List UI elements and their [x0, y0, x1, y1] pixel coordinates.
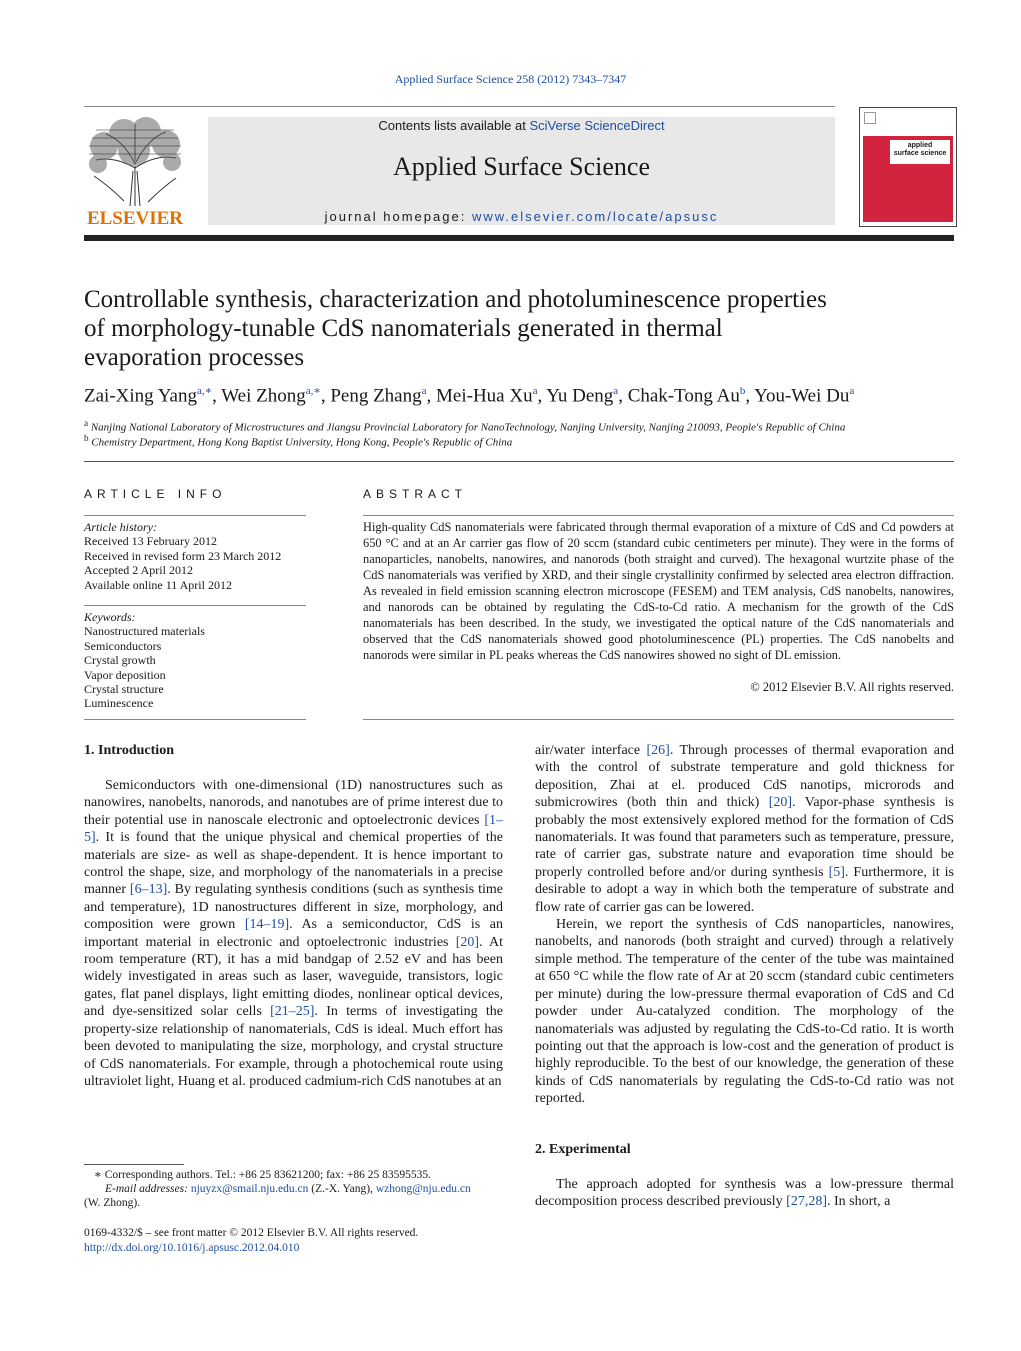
abstract-rule: [363, 515, 954, 516]
citation-link[interactable]: [26]: [646, 743, 670, 758]
abstract-rule: [363, 719, 954, 720]
text-run: The approach adopted for synthesis was a low-pressure thermal decomposition process described previously: [535, 1177, 954, 1210]
keyword: Luminescence: [84, 696, 154, 711]
author-sep: ,: [537, 385, 547, 407]
citation-link[interactable]: [14–19]: [244, 917, 290, 933]
author-2[interactable]: Wei Zhong: [221, 385, 306, 407]
text-run: . In short, a: [827, 1194, 891, 1210]
text-run: . In terms of investigating the property-size relationship of nanomaterials, CdS is ideal. Much effort has been devoted to manipulating the size, morphology, and crystal structure of CdS nanomaterials. For example, through a photochemical route using ultraviolet light, Huang et al. produced cadmium-rich CdS nanotubes at an: [84, 1004, 503, 1089]
citation-link[interactable]: [6–13]: [129, 882, 168, 898]
journal-homepage: [208, 209, 835, 224]
keyword: Crystal structure: [84, 682, 164, 697]
text-run: . As a semiconductor, CdS is an important material in electronic and optoelectronic industries: [84, 917, 503, 950]
article-history: [84, 520, 306, 592]
history-received: Received 13 February 2012: [84, 534, 217, 549]
title-line-1: Controllable synthesis, characterization and photoluminescence properties: [84, 286, 827, 313]
cover-title-line1: applied: [907, 142, 933, 149]
author-sep: ,: [745, 385, 755, 407]
affiliation-b-text: Chemistry Department, Hong Kong Baptist University, Hong Kong, People's Republic of China: [91, 436, 513, 449]
info-rule: [84, 515, 306, 516]
text-run: . Through processes of thermal evaporation and with the control of substrate temperature and gold thickness for deposition, Zhai at el. produced CdS nanotips, microrods and submicrowires (both thin and thick): [535, 743, 954, 811]
info-rule: [84, 605, 306, 606]
email-link[interactable]: wzhong@nju.edu.cn: [375, 1183, 471, 1195]
email-label: E-mail addresses:: [105, 1183, 191, 1195]
text-run: . Vapor-phase synthesis is probably the most extensively explored method for the formation of CdS nanomaterials. It was found that parameters such as temperature, pressure, rate of carrier gas, substrate nature and evaporation time should be properly controlled before and/or during synthesis: [535, 795, 954, 880]
header-thick-rule: [84, 235, 954, 241]
author-5[interactable]: Yu Deng: [546, 385, 614, 407]
author-6-affil[interactable]: b: [739, 385, 746, 397]
affiliation-b: [84, 433, 512, 449]
keyword: Vapor deposition: [84, 667, 166, 682]
title-line-2: of morphology-tunable CdS nanomaterials generated in thermal: [84, 315, 723, 342]
author-list: [84, 384, 984, 407]
email-owner-2: (W. Zhong).: [84, 1197, 141, 1209]
citation-link[interactable]: [20]: [455, 934, 480, 950]
title-line-3: evaporation processes: [84, 344, 305, 371]
email-addresses: [84, 1182, 525, 1196]
affiliation-a-marker: a: [84, 418, 89, 428]
author-7[interactable]: You-Wei Du: [754, 385, 850, 407]
issn-line: 0169-4332/$ – see front matter © 2012 Elsevier B.V. All rights reserved.: [84, 1227, 419, 1239]
author-1[interactable]: Zai-Xing Yang: [84, 385, 197, 407]
article-info-label: ARTICLE INFO: [84, 487, 227, 501]
author-1-affil[interactable]: a,∗: [196, 385, 213, 397]
abstract-text: High-quality CdS nanomaterials were fabricated through thermal evaporation of a mixture of CdS and Cd powders at 650 °C and at an Ar carrier gas flow of 20 sccm (standard cubic centimeters per minute). They were in the forms of nanoparticles, nanobelts, nanowires, and nanorods (both straight and curved). The hexagonal wurtzite phase of the CdS nanomaterials was verified by XRD, and their single crystallinity confirmed by selected area electron diffraction. As revealed in field emission scanning electron microscope (FESEM) and TEM analysis, CdS nanobelts, nanowires, and nanorods can be obtained by regulating the CdS-to-Cd ratio. A mechanism for the growth of the CdS nanomaterials has been described. In the study, we investigated the optical nature of the CdS nanomaterials and observed that the CdS nanomaterials showed good photoluminescence (PL) properties. The CdS nanobelts and nanorods were similar in PL peaks whereas the CdS nanowires showed no sight of DL emission.: [363, 520, 954, 662]
history-label: Article history:: [84, 520, 157, 534]
author-sep: ,: [618, 385, 628, 407]
cover-logo-icon: [864, 112, 876, 124]
corresponding-author-note: ∗ Corresponding authors. Tel.: +86 25 83621200; fax: +86 25 83595535.: [94, 1169, 431, 1181]
journal-name: Applied Surface Science: [392, 152, 650, 181]
text-run: . At room temperature (RT), it has a mid bandgap of 2.52 eV and has been widely investigated in areas such as laser, waveguide, transistors, logic gates, flat panel displays, light emitting diodes, nonlinear optical devices, and dye-sensitized solar cells: [84, 934, 504, 1020]
doi-link[interactable]: http://dx.doi.org/10.1016/j.apsusc.2012.04.010: [84, 1242, 300, 1254]
cover-title: [890, 140, 950, 164]
elsevier-wordmark: ELSEVIER: [86, 208, 184, 229]
right-column-paragraphs: [535, 742, 954, 1108]
author-5-affil[interactable]: a: [613, 385, 619, 397]
journal-citation[interactable]: Applied Surface Science 258 (2012) 7343–7347: [394, 72, 627, 86]
section-heading-introduction: 1. Introduction: [84, 743, 174, 758]
keyword: Crystal growth: [84, 653, 156, 668]
text-run: . Furthermore, it is desirable to adopt a way in which both the temperature of substrate and flow rate of carrier gas can be lowered.: [535, 864, 954, 915]
citation-link[interactable]: [21–25]: [270, 1004, 315, 1020]
keywords: [84, 610, 306, 711]
contents-prefix: Contents lists available at: [378, 118, 530, 133]
journal-cover-thumbnail[interactable]: [859, 107, 957, 227]
history-online: Available online 11 April 2012: [84, 577, 232, 592]
affiliation-rule: [84, 461, 954, 462]
author-sep: ,: [320, 385, 331, 407]
text-run: . It is found that the unique physical and chemical properties of the materials are size- as well as shape-dependent. It is hence important to control the shape, size, and morphology of the nanomaterials in a precise manner: [84, 830, 503, 898]
experimental-paragraph: [535, 1176, 954, 1211]
introduction-paragraph: [84, 777, 503, 1090]
homepage-link[interactable]: www.elsevier.com/locate/apsusc: [471, 209, 719, 224]
author-4[interactable]: Mei-Hua Xu: [436, 385, 533, 407]
text-run: . By regulating synthesis conditions (such as synthesis time and temperature), 1D nanostructures different in size, morphology, and composition were grown: [84, 882, 503, 933]
section-heading-experimental: 2. Experimental: [535, 1142, 631, 1157]
keyword: Nanostructured materials: [84, 624, 205, 639]
paragraph-herein: Herein, we report the synthesis of CdS nanoparticles, nanowires, nanobelts, and nanorods (both straight and curved) through a relatively simple method. The temperature of the center of the tube was maintained at 650 °C while the flow rate of Ar at 20 sccm (standard cubic centimeters per minute) during the low-pressure thermal evaporation of CdS and Cd powder under Au-catalyzed condition. The morphology of the nanomaterials was adjusted by regulating the CdS-to-Cd ratio. It is worth pointing out that the approach is low-cost and the generation of product is highly reproducible. To the best of our knowledge, the generation of these kinds of CdS nanomaterials by regulating the CdS-to-Cd ratio was not reported.: [535, 917, 954, 1107]
citation-link[interactable]: [1–5]: [84, 812, 503, 846]
history-accepted: Accepted 2 April 2012: [84, 563, 193, 578]
sciverse-link[interactable]: SciVerse ScienceDirect: [529, 118, 665, 133]
contents-line: [208, 118, 835, 133]
author-7-affil[interactable]: a: [849, 385, 855, 397]
text-run: Semiconductors with one-dimensional (1D) nanostructures such as nanowires, nanobelts, nanorods, and nanotubes are of prime interest due to their potential use in nanoscale electronic and optoelectronic devices: [84, 778, 503, 828]
citation-link[interactable]: [20]: [768, 795, 793, 811]
author-4-affil[interactable]: a: [532, 385, 538, 397]
abstract-label: ABSTRACT: [363, 487, 468, 501]
citation-link[interactable]: [27,28]: [786, 1194, 827, 1210]
author-sep: ,: [212, 385, 222, 407]
author-6[interactable]: Chak-Tong Au: [627, 385, 740, 407]
citation-link[interactable]: [5]: [828, 864, 845, 880]
affiliation-a: [84, 418, 845, 434]
homepage-prefix: journal homepage:: [324, 209, 472, 224]
abstract-copyright: © 2012 Elsevier B.V. All rights reserved.: [750, 680, 954, 694]
email-link[interactable]: njuyzx@smail.nju.edu.cn: [190, 1183, 309, 1195]
author-3-affil[interactable]: a: [421, 385, 427, 397]
email-owner: (Z.-X. Yang),: [308, 1183, 376, 1195]
keywords-label: Keywords:: [84, 610, 136, 624]
text-run: air/water interface: [535, 743, 647, 758]
affiliation-b-marker: b: [84, 433, 89, 443]
affiliation-a-text: Nanjing National Laboratory of Microstructures and Jiangsu Provincial Laboratory for NanoTechnology, Nanjing University, Nanjing 210093, People's Republic of China: [90, 421, 846, 434]
author-3[interactable]: Peng Zhang: [330, 385, 422, 407]
author-2-affil[interactable]: a,∗: [305, 385, 321, 397]
author-sep: ,: [426, 385, 437, 407]
article-title: [84, 285, 954, 372]
info-rule: [84, 719, 306, 720]
footnote-rule: [84, 1164, 184, 1165]
cover-title-line2: surface science: [893, 150, 947, 157]
keyword: Semiconductors: [84, 638, 162, 653]
header-rule: [84, 106, 835, 107]
history-revised: Received in revised form 23 March 2012: [84, 548, 282, 563]
